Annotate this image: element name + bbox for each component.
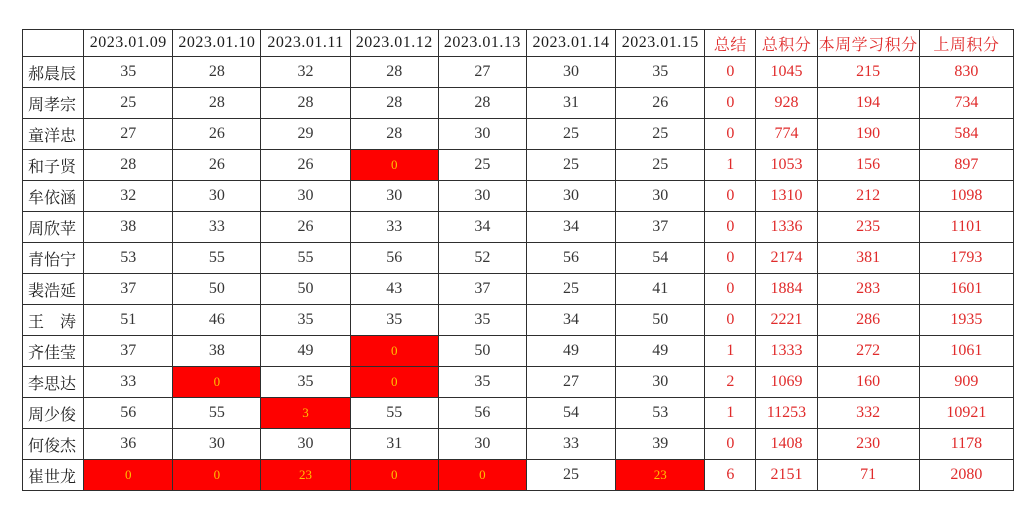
day-score-cell: 53: [84, 243, 173, 274]
column-header: 2023.01.10: [173, 30, 261, 57]
day-score-cell: 26: [173, 119, 261, 150]
column-header: 2023.01.09: [84, 30, 173, 57]
day-score-cell: 28: [261, 88, 350, 119]
day-score-cell: 36: [84, 429, 173, 460]
day-score-cell: 53: [616, 398, 705, 429]
table-row: [23, 119, 1014, 150]
day-score-cell: 0: [173, 460, 261, 491]
total-points-cell: 1310: [756, 181, 817, 212]
total-points-cell: 1053: [756, 150, 817, 181]
day-score-cell: 26: [261, 212, 350, 243]
last-week-points-cell: 2080: [919, 460, 1013, 491]
day-score-cell: 23: [616, 460, 705, 491]
day-score-cell: 54: [526, 398, 615, 429]
week-study-points-cell: 381: [817, 243, 919, 274]
week-study-points-cell: 190: [817, 119, 919, 150]
day-score-cell: 30: [438, 119, 526, 150]
total-points-cell: 1336: [756, 212, 817, 243]
day-score-cell: 56: [438, 398, 526, 429]
last-week-points-cell: 897: [919, 150, 1013, 181]
column-header: 本周学习积分: [817, 30, 919, 57]
week-study-points-cell: 212: [817, 181, 919, 212]
column-header: 2023.01.14: [526, 30, 615, 57]
day-score-cell: 27: [526, 367, 615, 398]
student-name: 裴浩延: [23, 274, 84, 305]
day-score-cell: 34: [526, 212, 615, 243]
day-score-cell: 37: [438, 274, 526, 305]
column-header: 上周积分: [919, 30, 1013, 57]
table-row: [23, 274, 1014, 305]
day-score-cell: 28: [438, 88, 526, 119]
day-score-cell: 28: [173, 57, 261, 88]
day-score-cell: 37: [84, 336, 173, 367]
score-table-body: [23, 57, 1014, 491]
day-score-cell: 50: [616, 305, 705, 336]
week-study-points-cell: 272: [817, 336, 919, 367]
table-row: [23, 305, 1014, 336]
student-name: 李思达: [23, 367, 84, 398]
summary-cell: 0: [705, 57, 756, 88]
day-score-cell: 31: [526, 88, 615, 119]
day-score-cell: 51: [84, 305, 173, 336]
day-score-cell: 33: [350, 212, 438, 243]
day-score-cell: 38: [173, 336, 261, 367]
header-row: [23, 30, 1014, 57]
day-score-cell: 25: [84, 88, 173, 119]
day-score-cell: 37: [84, 274, 173, 305]
column-header: 2023.01.15: [616, 30, 705, 57]
day-score-cell: 0: [350, 150, 438, 181]
day-score-cell: 49: [526, 336, 615, 367]
summary-cell: 1: [705, 336, 756, 367]
day-score-cell: 0: [84, 460, 173, 491]
total-points-cell: 928: [756, 88, 817, 119]
student-name: 周少俊: [23, 398, 84, 429]
day-score-cell: 27: [438, 57, 526, 88]
day-score-cell: 30: [616, 181, 705, 212]
summary-cell: 1: [705, 150, 756, 181]
student-name: 崔世龙: [23, 460, 84, 491]
day-score-cell: 30: [173, 181, 261, 212]
day-score-cell: 49: [616, 336, 705, 367]
day-score-cell: 25: [616, 150, 705, 181]
day-score-cell: 35: [261, 305, 350, 336]
student-name: 和子贤: [23, 150, 84, 181]
day-score-cell: 30: [526, 181, 615, 212]
day-score-cell: 34: [526, 305, 615, 336]
table-row: [23, 150, 1014, 181]
summary-cell: 0: [705, 181, 756, 212]
student-name: 周欣苹: [23, 212, 84, 243]
day-score-cell: 0: [350, 336, 438, 367]
day-score-cell: 26: [261, 150, 350, 181]
day-score-cell: 0: [350, 460, 438, 491]
day-score-cell: 38: [84, 212, 173, 243]
day-score-cell: 3: [261, 398, 350, 429]
day-score-cell: 0: [173, 367, 261, 398]
day-score-cell: 30: [616, 367, 705, 398]
student-name: 牟依涵: [23, 181, 84, 212]
day-score-cell: 30: [438, 429, 526, 460]
last-week-points-cell: 1793: [919, 243, 1013, 274]
day-score-cell: 54: [616, 243, 705, 274]
summary-cell: 6: [705, 460, 756, 491]
day-score-cell: 30: [526, 57, 615, 88]
table-row: [23, 181, 1014, 212]
day-score-cell: 55: [173, 398, 261, 429]
day-score-cell: 39: [616, 429, 705, 460]
day-score-cell: 0: [350, 367, 438, 398]
column-header: 总结: [705, 30, 756, 57]
total-points-cell: 1884: [756, 274, 817, 305]
day-score-cell: 28: [350, 119, 438, 150]
column-header: 总积分: [756, 30, 817, 57]
day-score-cell: 50: [261, 274, 350, 305]
table-row: [23, 88, 1014, 119]
day-score-cell: 56: [84, 398, 173, 429]
summary-cell: 0: [705, 119, 756, 150]
week-study-points-cell: 156: [817, 150, 919, 181]
score-table: [22, 29, 1014, 491]
total-points-cell: 11253: [756, 398, 817, 429]
week-study-points-cell: 215: [817, 57, 919, 88]
day-score-cell: 32: [261, 57, 350, 88]
day-score-cell: 33: [526, 429, 615, 460]
summary-cell: 0: [705, 305, 756, 336]
last-week-points-cell: 909: [919, 367, 1013, 398]
table-row: [23, 398, 1014, 429]
week-study-points-cell: 194: [817, 88, 919, 119]
day-score-cell: 35: [438, 305, 526, 336]
student-name: 童洋忠: [23, 119, 84, 150]
week-study-points-cell: 235: [817, 212, 919, 243]
student-name: 郝晨辰: [23, 57, 84, 88]
week-study-points-cell: 160: [817, 367, 919, 398]
day-score-cell: 32: [84, 181, 173, 212]
student-name: 王 涛: [23, 305, 84, 336]
last-week-points-cell: 1935: [919, 305, 1013, 336]
summary-cell: 0: [705, 212, 756, 243]
table-row: [23, 57, 1014, 88]
student-name: 青怡宁: [23, 243, 84, 274]
day-score-cell: 26: [173, 150, 261, 181]
week-study-points-cell: 332: [817, 398, 919, 429]
total-points-cell: 1333: [756, 336, 817, 367]
table-row: [23, 212, 1014, 243]
day-score-cell: 25: [526, 274, 615, 305]
total-points-cell: 2174: [756, 243, 817, 274]
week-study-points-cell: 286: [817, 305, 919, 336]
total-points-cell: 2151: [756, 460, 817, 491]
day-score-cell: 0: [438, 460, 526, 491]
day-score-cell: 28: [173, 88, 261, 119]
day-score-cell: 37: [616, 212, 705, 243]
week-study-points-cell: 71: [817, 460, 919, 491]
last-week-points-cell: 830: [919, 57, 1013, 88]
day-score-cell: 34: [438, 212, 526, 243]
summary-cell: 0: [705, 88, 756, 119]
day-score-cell: 55: [350, 398, 438, 429]
total-points-cell: 1408: [756, 429, 817, 460]
total-points-cell: 1069: [756, 367, 817, 398]
day-score-cell: 52: [438, 243, 526, 274]
table-row: [23, 243, 1014, 274]
table-row: [23, 336, 1014, 367]
day-score-cell: 30: [173, 429, 261, 460]
student-name: 周孝宗: [23, 88, 84, 119]
day-score-cell: 28: [84, 150, 173, 181]
day-score-cell: 26: [616, 88, 705, 119]
last-week-points-cell: 1601: [919, 274, 1013, 305]
table-row: [23, 367, 1014, 398]
summary-cell: 1: [705, 398, 756, 429]
day-score-cell: 33: [173, 212, 261, 243]
last-week-points-cell: 1101: [919, 212, 1013, 243]
column-header: 2023.01.11: [261, 30, 350, 57]
table-row: [23, 460, 1014, 491]
day-score-cell: 41: [616, 274, 705, 305]
summary-cell: 0: [705, 429, 756, 460]
column-header: 2023.01.13: [438, 30, 526, 57]
last-week-points-cell: 1178: [919, 429, 1013, 460]
day-score-cell: 35: [438, 367, 526, 398]
day-score-cell: 25: [526, 150, 615, 181]
total-points-cell: 1045: [756, 57, 817, 88]
last-week-points-cell: 1061: [919, 336, 1013, 367]
day-score-cell: 55: [173, 243, 261, 274]
last-week-points-cell: 10921: [919, 398, 1013, 429]
student-name: 齐佳莹: [23, 336, 84, 367]
last-week-points-cell: 584: [919, 119, 1013, 150]
day-score-cell: 23: [261, 460, 350, 491]
day-score-cell: 25: [526, 460, 615, 491]
corner-cell: [23, 30, 84, 57]
day-score-cell: 28: [350, 88, 438, 119]
day-score-cell: 31: [350, 429, 438, 460]
total-points-cell: 774: [756, 119, 817, 150]
day-score-cell: 56: [350, 243, 438, 274]
day-score-cell: 25: [526, 119, 615, 150]
day-score-cell: 30: [438, 181, 526, 212]
day-score-cell: 46: [173, 305, 261, 336]
day-score-cell: 35: [350, 305, 438, 336]
day-score-cell: 56: [526, 243, 615, 274]
day-score-cell: 35: [261, 367, 350, 398]
day-score-cell: 50: [173, 274, 261, 305]
summary-cell: 0: [705, 243, 756, 274]
day-score-cell: 25: [438, 150, 526, 181]
day-score-cell: 35: [616, 57, 705, 88]
student-name: 何俊杰: [23, 429, 84, 460]
day-score-cell: 35: [84, 57, 173, 88]
day-score-cell: 50: [438, 336, 526, 367]
day-score-cell: 29: [261, 119, 350, 150]
last-week-points-cell: 734: [919, 88, 1013, 119]
day-score-cell: 55: [261, 243, 350, 274]
day-score-cell: 43: [350, 274, 438, 305]
day-score-cell: 30: [261, 429, 350, 460]
week-study-points-cell: 230: [817, 429, 919, 460]
day-score-cell: 49: [261, 336, 350, 367]
summary-cell: 2: [705, 367, 756, 398]
day-score-cell: 30: [261, 181, 350, 212]
week-study-points-cell: 283: [817, 274, 919, 305]
day-score-cell: 27: [84, 119, 173, 150]
day-score-cell: 33: [84, 367, 173, 398]
day-score-cell: 28: [350, 57, 438, 88]
day-score-cell: 25: [616, 119, 705, 150]
column-header: 2023.01.12: [350, 30, 438, 57]
summary-cell: 0: [705, 274, 756, 305]
day-score-cell: 30: [350, 181, 438, 212]
total-points-cell: 2221: [756, 305, 817, 336]
table-row: [23, 429, 1014, 460]
last-week-points-cell: 1098: [919, 181, 1013, 212]
